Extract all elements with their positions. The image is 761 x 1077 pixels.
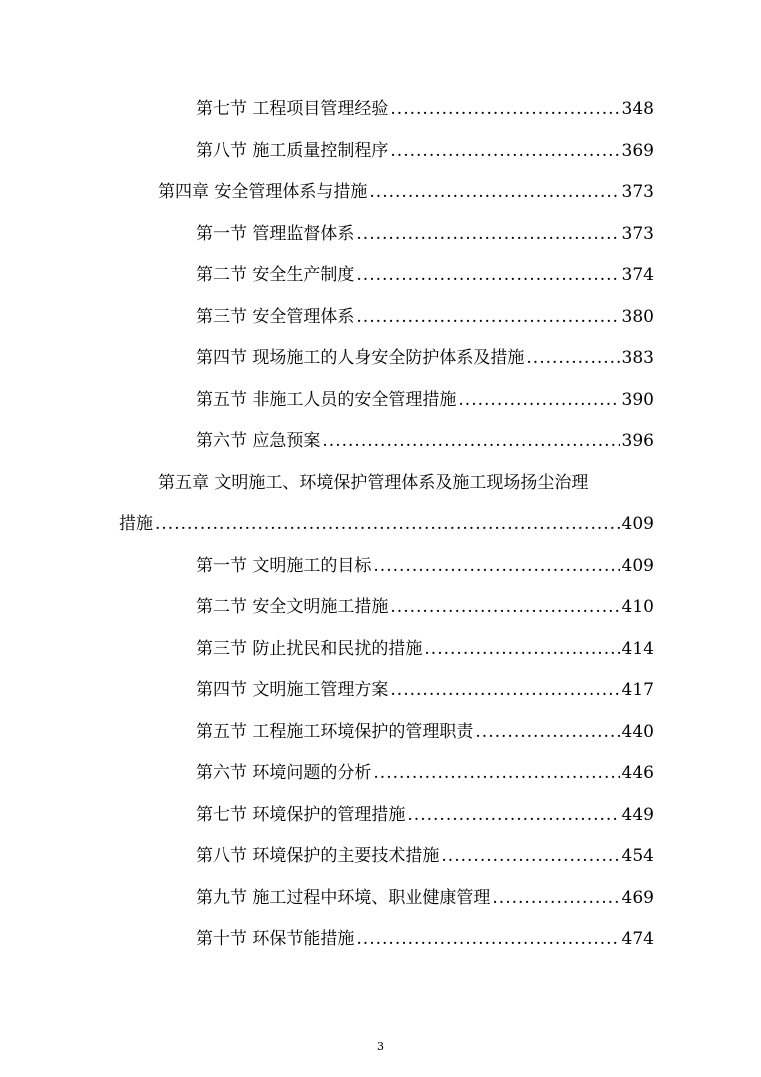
dot-leader [373,762,619,784]
toc-entry[interactable] [196,98,654,120]
toc-entry[interactable] [196,762,654,784]
toc-entry[interactable] [196,389,654,411]
toc-entry-page: 449 [621,805,654,825]
toc-entry-label: 第四章 安全管理体系与措施 [158,182,368,202]
toc-entry-label: 第八节 环境保护的主要技术措施 [196,846,440,866]
dot-leader [526,347,619,369]
toc-entry[interactable] [196,347,654,369]
toc-entry-page: 474 [621,929,654,949]
toc-entry-label: 第三节 安全管理体系 [196,307,355,327]
toc-entry-label: 第五章 文明施工、环境保护管理体系及施工现场扬尘治理 [158,473,589,493]
toc-entry[interactable] [196,721,654,743]
toc-entry-page: 440 [621,722,654,742]
toc-entry-label: 第四节 文明施工管理方案 [196,680,389,700]
toc-entry[interactable] [196,555,654,577]
toc-entry-page: 396 [621,431,654,451]
toc-entry-page: 409 [621,556,654,576]
toc-entry-page: 446 [621,763,654,783]
toc-entry-page: 369 [621,141,654,161]
toc-entry[interactable] [196,887,654,909]
toc-entry-label: 第一节 文明施工的目标 [196,556,372,576]
toc-entry-page: 410 [621,597,654,617]
toc-entry-label: 第五节 非施工人员的安全管理措施 [196,390,457,410]
toc-chapter-entry[interactable] [158,181,654,203]
toc-entry[interactable] [196,804,654,826]
toc-entry[interactable] [196,679,654,701]
dot-leader [441,845,619,867]
toc-entry-label: 第六节 环境问题的分析 [196,763,372,783]
toc-entry-label-continued: 措施 [119,514,153,534]
toc-entry-page: 414 [621,639,654,659]
toc-entry-page: 469 [621,888,654,908]
toc-entry-page: 383 [621,348,654,368]
toc-entry-label: 第十节 环保节能措施 [196,929,355,949]
dot-leader [390,98,619,120]
toc-entry-page: 374 [621,265,654,285]
toc-entry-label: 第三节 防止扰民和民扰的措施 [196,639,423,659]
dot-leader [492,887,619,909]
toc-entry-label: 第四节 现场施工的人身安全防护体系及措施 [196,348,525,368]
dot-leader [390,140,619,162]
dot-leader [373,555,619,577]
dot-leader [407,804,619,826]
toc-entry-label: 第七节 工程项目管理经验 [196,99,389,119]
toc-chapter-entry-line2[interactable] [119,513,654,535]
page-number: 3 [377,1040,384,1053]
dot-leader [390,679,619,701]
dot-leader [458,389,619,411]
dot-leader [155,513,620,535]
toc-entry-page: 409 [621,514,654,534]
dot-leader [356,306,619,328]
toc-entry-label: 第二节 安全文明施工措施 [196,597,389,617]
toc-entry-label: 第五节 工程施工环境保护的管理职责 [196,722,474,742]
toc-entry[interactable] [196,140,654,162]
toc-entry[interactable] [196,928,654,950]
toc-entry[interactable] [196,638,654,660]
toc-entry-label: 第七节 环境保护的管理措施 [196,805,406,825]
toc-entry-page: 380 [621,307,654,327]
toc-chapter-entry-line1[interactable] [158,472,588,494]
dot-leader [322,430,619,452]
toc-entry[interactable] [196,306,654,328]
dot-leader [356,264,619,286]
toc-entry[interactable] [196,223,654,245]
toc-entry[interactable] [196,845,654,867]
toc-entry-label: 第八节 施工质量控制程序 [196,141,389,161]
toc-entry-page: 373 [621,224,654,244]
dot-leader [424,638,619,660]
toc-entry[interactable] [196,596,654,618]
toc-entry[interactable] [196,430,654,452]
dot-leader [356,928,619,950]
toc-entry-label: 第九节 施工过程中环境、职业健康管理 [196,888,491,908]
dot-leader [369,181,619,203]
dot-leader [390,596,619,618]
toc-entry-label: 第二节 安全生产制度 [196,265,355,285]
toc-entry-page: 417 [621,680,654,700]
toc-entry-page: 348 [621,99,654,119]
toc-entry-label: 第一节 管理监督体系 [196,224,355,244]
toc-entry-page: 390 [621,390,654,410]
toc-entry[interactable] [196,264,654,286]
toc-entry-page: 454 [621,846,654,866]
dot-leader [475,721,619,743]
toc-entry-label: 第六节 应急预案 [196,431,321,451]
dot-leader [356,223,619,245]
toc-entry-page: 373 [621,182,654,202]
